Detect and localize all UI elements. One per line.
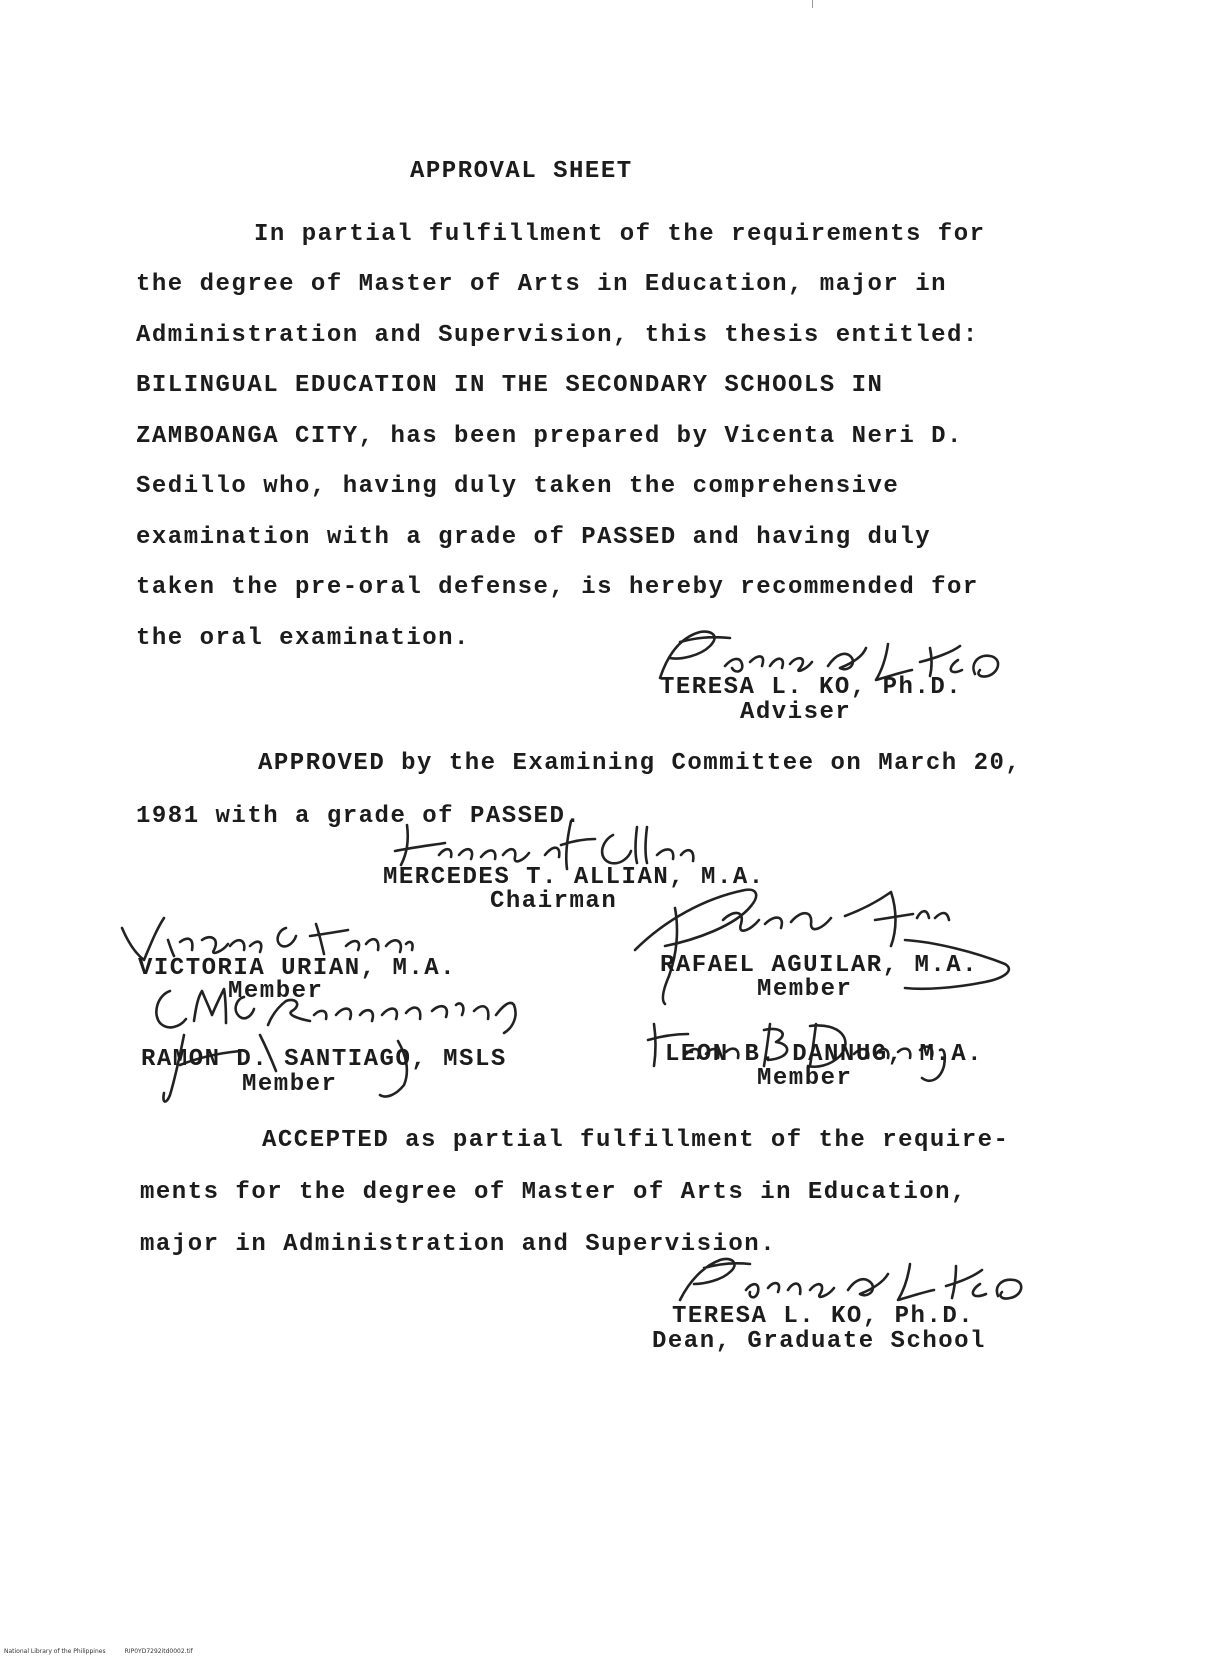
document-title: APPROVAL SHEET: [410, 158, 633, 185]
acceptance-line-1: ACCEPTED as partial fulfillment of the require-: [262, 1127, 1010, 1154]
paragraph1-line-7: examination with a grade of PASSED and having duly: [136, 524, 932, 551]
dean-name: TERESA L. KO, Ph.D.: [672, 1303, 975, 1330]
footer-file-id: RIP0YD7292itd0002.tif: [124, 1648, 193, 1655]
rafael-aguilar-role: Member: [757, 976, 853, 1003]
ramon-santiago-role: Member: [242, 1071, 338, 1098]
footer: [4, 1648, 193, 1655]
approval-line-1: APPROVED by the Examining Committee on March 20,: [258, 750, 1022, 777]
ramon-santiago-name: RAMON D. SANTIAGO, MSLS: [141, 1046, 507, 1073]
paragraph1-line-5: ZAMBOANGA CITY, has been prepared by Vicenta Neri D.: [136, 423, 963, 450]
scan-speck: [812, 0, 813, 8]
paragraph1-line-9: the oral examination.: [136, 625, 470, 652]
chairman-name: MERCEDES T. ALLIAN, M.A.: [383, 864, 765, 891]
paragraph1-line-2: the degree of Master of Arts in Education, major in: [136, 271, 948, 298]
leon-dannug-role: Member: [757, 1065, 853, 1092]
acceptance-line-2: ments for the degree of Master of Arts in Education,: [140, 1179, 967, 1206]
adviser-name: TERESA L. KO, Ph.D.: [660, 674, 963, 701]
acceptance-line-3: major in Administration and Supervision.: [140, 1231, 777, 1258]
paragraph1-line-3: Administration and Supervision, this thesis entitled:: [136, 322, 979, 349]
paragraph1-line-1: In partial fulfillment of the requirements for: [254, 221, 986, 248]
dean-signature: [660, 1250, 1040, 1310]
adviser-role: Adviser: [740, 699, 852, 726]
footer-library: National Library of the Philippines: [4, 1648, 106, 1655]
rafael-aguilar-name: RAFAEL AGUILAR, M.A.: [660, 952, 979, 979]
victoria-urian-role: Member: [228, 978, 324, 1005]
chairman-role: Chairman: [490, 888, 618, 915]
victoria-urian-name: VICTORIA URIAN, M.A.: [138, 955, 457, 982]
leon-dannug-name: LEON B. DANNUG, M.A.: [665, 1041, 984, 1068]
dean-role: Dean, Graduate School: [652, 1328, 986, 1355]
paragraph1-line-6: Sedillo who, having duly taken the comprehensive: [136, 473, 900, 500]
approval-line-2: 1981 with a grade of PASSED.: [136, 803, 582, 830]
thesis-title-line-1: BILINGUAL EDUCATION IN THE SECONDARY SCHOOLS IN: [136, 372, 884, 399]
paragraph1-line-8: taken the pre-oral defense, is hereby recommended for: [136, 574, 979, 601]
